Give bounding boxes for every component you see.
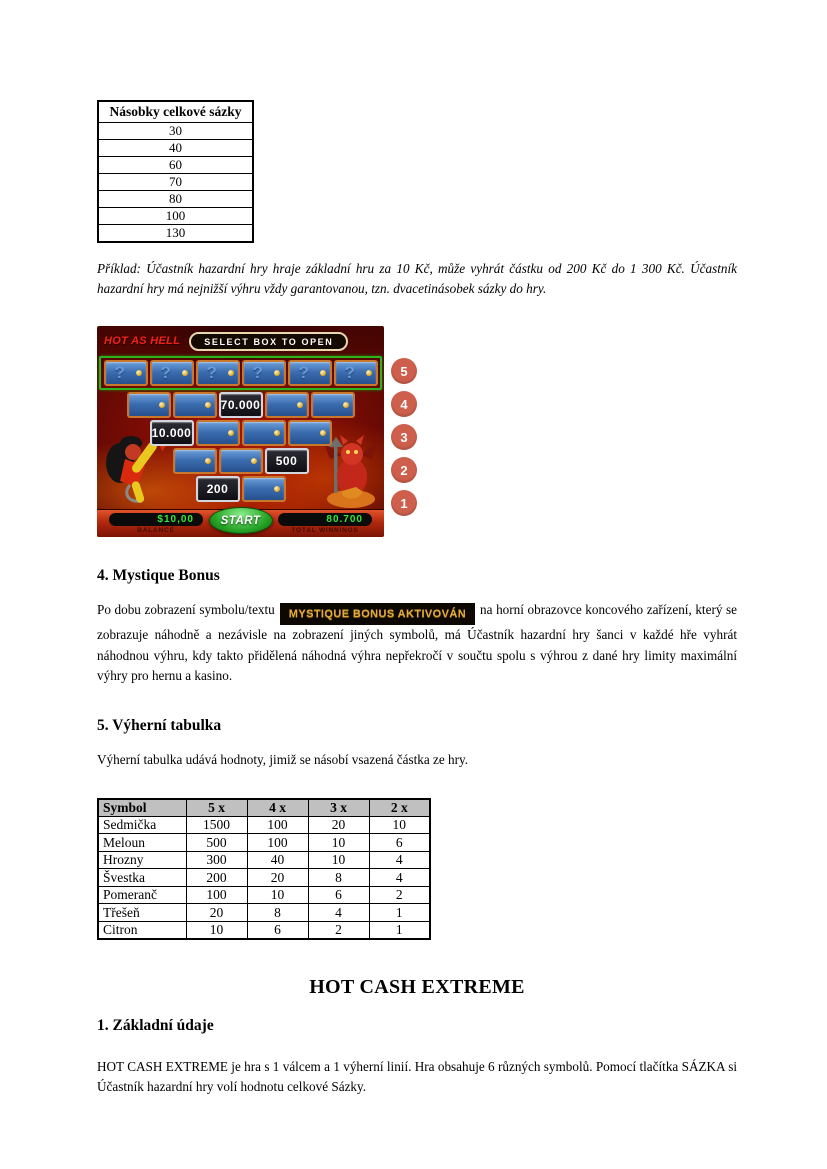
payout-table-body: [98, 816, 430, 939]
box-knob-icon: [274, 370, 280, 376]
box-knob-icon: [205, 402, 211, 408]
hot-cash-intro-paragraph: HOT CASH EXTREME je hra s 1 válcem a 1 výherní linií. Hra obsahuje 6 různých symbolů. Pomocí tlačítka SÁZKA si Účastník hazardní hry volí hodnotu celkové Sázky.: [97, 1058, 737, 1095]
example-paragraph: Příklad: Účastník hazardní hry hraje základní hru za 10 Kč, může vyhrát částku od 200 Kč do 1 300 Kč. Účastník hazardní hry má nejnižší výhru vždy garantovanou, tzn. dvacetinásobek sázky do hry.: [97, 261, 737, 297]
multiplier-row: [98, 157, 253, 174]
payout-value: 1: [369, 921, 430, 939]
payout-value: 200: [186, 869, 247, 887]
total-winnings-group: [278, 513, 372, 534]
section-5-heading: 5. Výherní tabulka: [97, 716, 222, 734]
closed-box: [196, 420, 240, 446]
payout-value: 100: [186, 886, 247, 904]
mystery-box: [150, 360, 194, 386]
payout-row: [98, 851, 430, 869]
box-knob-icon: [205, 458, 211, 464]
question-mark-icon: ?: [252, 363, 263, 383]
payout-value: 8: [247, 904, 308, 922]
payout-value: 10: [308, 834, 369, 852]
payout-row: [98, 834, 430, 852]
mystery-box: [104, 360, 148, 386]
payout-header-multiplier: 4 x: [247, 799, 308, 817]
multipliers-header-row: [98, 101, 253, 123]
section-4-heading: 4. Mystique Bonus: [97, 567, 220, 585]
multiplier-value: 100: [98, 208, 253, 225]
revealed-prize-box: 500: [265, 448, 309, 474]
payout-value: 4: [308, 904, 369, 922]
question-mark-icon: ?: [298, 363, 309, 383]
payout-value: 4: [369, 869, 430, 887]
hot-cash-extreme-title: HOT CASH EXTREME: [309, 975, 525, 998]
hot-as-hell-game-screenshot: [97, 326, 384, 537]
game-screenshot-figure: [97, 326, 737, 537]
multiplier-row: [98, 225, 253, 243]
payout-header-multiplier: 5 x: [186, 799, 247, 817]
payout-value: 6: [247, 921, 308, 939]
closed-box: [173, 448, 217, 474]
multiplier-row: [98, 174, 253, 191]
payout-value: 6: [369, 834, 430, 852]
box-row: [99, 356, 382, 390]
game-top-bar: [97, 326, 384, 356]
section-1-heading: 1. Základní údaje: [97, 1016, 214, 1034]
paytable-intro-paragraph: Výherní tabulka udává hodnoty, jimiž se násobí vsazená částka ze hry.: [97, 751, 469, 767]
box-knob-icon: [251, 458, 257, 464]
box-row: [97, 420, 384, 446]
payout-value: 1: [369, 904, 430, 922]
box-pyramid: [97, 356, 384, 502]
multipliers-table: [97, 100, 254, 243]
row-number-badge: 3: [391, 424, 417, 450]
mystery-box: [288, 360, 332, 386]
payout-row: [98, 816, 430, 834]
box-knob-icon: [366, 370, 372, 376]
total-winnings-display: 80.700: [278, 513, 372, 526]
payout-value: 20: [247, 869, 308, 887]
balance-group: [109, 513, 203, 534]
box-knob-icon: [228, 370, 234, 376]
multipliers-table-header: Násobky celkové sázky: [98, 101, 253, 123]
payout-value: 8: [308, 869, 369, 887]
row-number-badge: 4: [391, 391, 417, 417]
payout-header-multiplier: 3 x: [308, 799, 369, 817]
closed-box: [242, 420, 286, 446]
payout-value: 6: [308, 886, 369, 904]
box-knob-icon: [343, 402, 349, 408]
multiplier-value: 130: [98, 225, 253, 243]
multiplier-value: 60: [98, 157, 253, 174]
box-knob-icon: [136, 370, 142, 376]
row-number-badge: 5: [391, 358, 417, 384]
closed-box: [219, 448, 263, 474]
symbol-name: Meloun: [98, 834, 186, 852]
question-mark-icon: ?: [160, 363, 171, 383]
multiplier-value: 40: [98, 140, 253, 157]
closed-box: [265, 392, 309, 418]
total-winnings-label: TOTAL WINNINGS: [291, 527, 359, 535]
payout-table: [97, 798, 431, 940]
question-mark-icon: ?: [344, 363, 355, 383]
symbol-name: Švestka: [98, 869, 186, 887]
box-knob-icon: [274, 486, 280, 492]
payout-value: 300: [186, 851, 247, 869]
payout-value: 20: [186, 904, 247, 922]
symbol-name: Pomeranč: [98, 886, 186, 904]
question-mark-icon: ?: [114, 363, 125, 383]
row-number-badge: 2: [391, 457, 417, 483]
question-mark-icon: ?: [206, 363, 217, 383]
mystery-box: [242, 360, 286, 386]
box-knob-icon: [182, 370, 188, 376]
closed-box: [288, 420, 332, 446]
symbol-name: Sedmička: [98, 816, 186, 834]
multiplier-row: [98, 191, 253, 208]
box-knob-icon: [320, 430, 326, 436]
closed-box: [173, 392, 217, 418]
payout-value: 100: [247, 834, 308, 852]
box-row: [97, 448, 384, 474]
payout-row: [98, 886, 430, 904]
row-number-list: [391, 326, 417, 537]
mystique-bonus-badge: MYSTIQUE BONUS AKTIVOVÁN: [280, 603, 475, 625]
multiplier-row: [98, 208, 253, 225]
payout-value: 10: [308, 851, 369, 869]
box-knob-icon: [228, 430, 234, 436]
multiplier-value: 80: [98, 191, 253, 208]
payout-row: [98, 904, 430, 922]
payout-value: 10: [369, 816, 430, 834]
symbol-name: Hrozny: [98, 851, 186, 869]
closed-box: [242, 476, 286, 502]
box-knob-icon: [159, 402, 165, 408]
balance-display: $10,00: [109, 513, 203, 526]
payout-value: 2: [308, 921, 369, 939]
box-knob-icon: [274, 430, 280, 436]
payout-value: 40: [247, 851, 308, 869]
payout-row: [98, 869, 430, 887]
multiplier-value: 70: [98, 174, 253, 191]
payout-header-row: [98, 799, 430, 817]
mystique-text-before: Po dobu zobrazení symbolu/textu: [97, 602, 275, 618]
payout-header-multiplier: 2 x: [369, 799, 430, 817]
multiplier-row: [98, 140, 253, 157]
payout-value: 1500: [186, 816, 247, 834]
payout-value: 500: [186, 834, 247, 852]
multipliers-table-body: [98, 123, 253, 243]
revealed-prize-box: 70.000: [219, 392, 263, 418]
mystery-box: [334, 360, 378, 386]
game-bottom-bar: [97, 509, 384, 537]
payout-value: 4: [369, 851, 430, 869]
box-knob-icon: [320, 370, 326, 376]
multiplier-value: 30: [98, 123, 253, 140]
box-row: [97, 392, 384, 418]
symbol-name: Citron: [98, 921, 186, 939]
payout-header-symbol: Symbol: [98, 799, 186, 817]
mystique-paragraph: [97, 600, 737, 686]
balance-label: BALANCE: [137, 527, 175, 535]
hot-as-hell-logo: HOT AS HELL: [104, 335, 181, 348]
mystique-text-after: na horní obrazovce koncového zařízení, který se zobrazuje náhodně a nezávisle na zobrazení jiných symbolů, má Účastník hazardní hry šanci v každé hře vyhrát náhodnou výhru, kdy takto přidělená náhodná výhra nepřekročí v součtu spolu s výhrou z dané hry limity maximální výhry pro hernu a kasino.: [97, 602, 737, 684]
mystery-box: [196, 360, 240, 386]
revealed-prize-box: 200: [196, 476, 240, 502]
box-row: [97, 476, 384, 502]
payout-value: 2: [369, 886, 430, 904]
closed-box: [127, 392, 171, 418]
row-number-badge: 1: [391, 490, 417, 516]
box-knob-icon: [297, 402, 303, 408]
payout-value: 10: [186, 921, 247, 939]
start-button: START: [209, 507, 273, 534]
revealed-prize-box: 10.000: [150, 420, 194, 446]
payout-row: [98, 921, 430, 939]
payout-value: 20: [308, 816, 369, 834]
closed-box: [311, 392, 355, 418]
symbol-name: Třešeň: [98, 904, 186, 922]
payout-value: 10: [247, 886, 308, 904]
payout-value: 100: [247, 816, 308, 834]
multiplier-row: [98, 123, 253, 140]
select-box-instruction: SELECT BOX TO OPEN: [189, 332, 348, 351]
